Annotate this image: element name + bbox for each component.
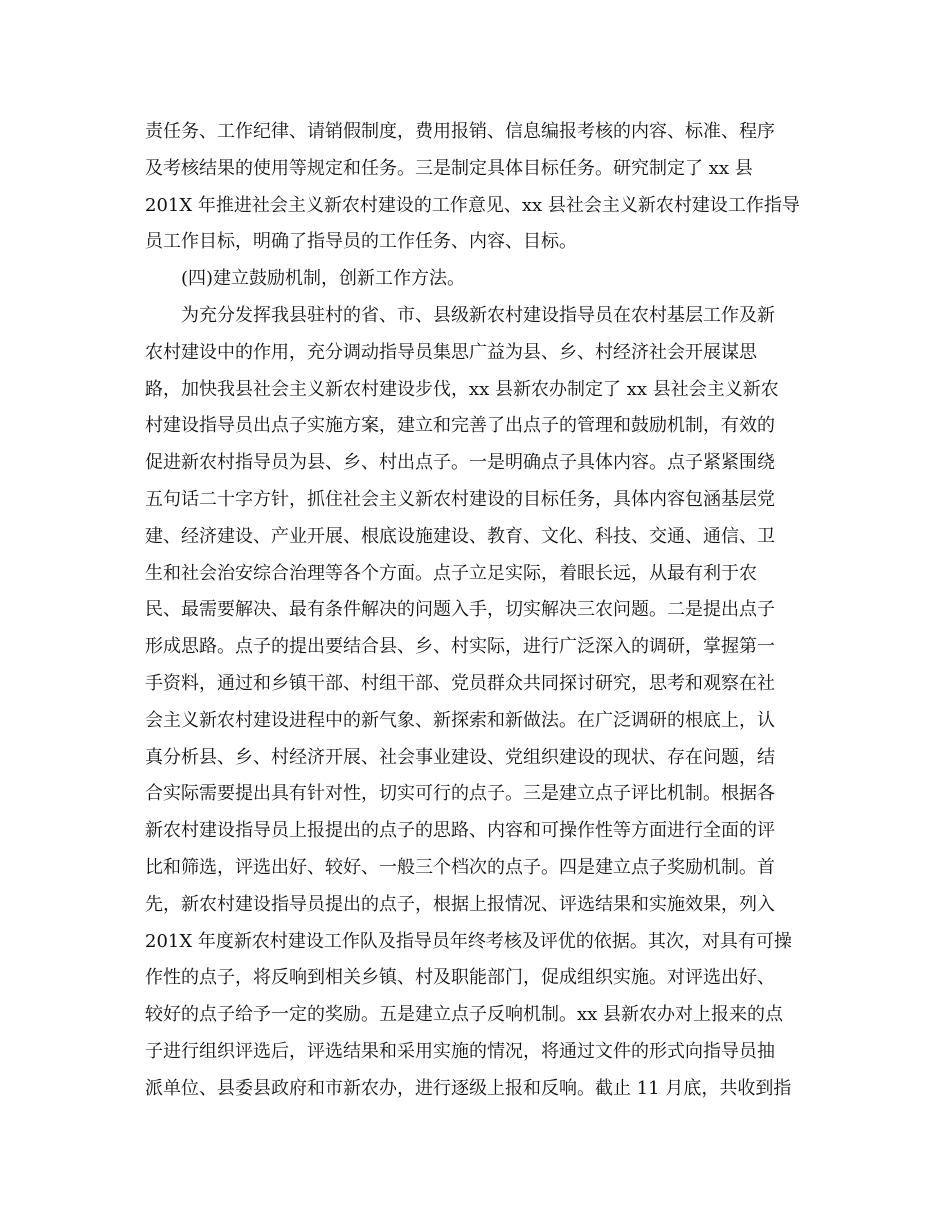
text-line: 促进新农村指导员为县、乡、村出点子。一是明确点子具体内容。点子紧紧围绕 [145, 452, 775, 474]
text-line: 形成思路。点子的提出要结合县、乡、村实际，进行广泛深入的调研，掌握第一 [145, 636, 775, 658]
text-line: 农村建设中的作用，充分调动指导员集思广益为县、乡、村经济社会开展谋思 [145, 341, 757, 363]
text-line: 会主义新农村建设进程中的新气象、新探索和新做法。在广泛调研的根底上，认 [145, 709, 775, 731]
text-line: 合实际需要提出具有针对性，切实可行的点子。三是建立点子评比机制。根据各 [145, 783, 775, 805]
text-line: 新农村建设指导员上报提出的点子的思路、内容和可操作性等方面进行全面的评 [145, 820, 775, 842]
text-line: 作性的点子，将反响到相关乡镇、村及职能部门，促成组织实施。对评选出好、 [145, 967, 775, 989]
text-line: 子进行组织评选后，评选结果和采用实施的情况，将通过文件的形式向指导员抽 [145, 1040, 775, 1062]
text-line: 五句话二十字方针，抓住社会主义新农村建设的目标任务，具体内容包涵基层党 [145, 488, 775, 510]
text-line: 真分析县、乡、村经济开展、社会事业建设、党组织建设的现状、存在问题，结 [145, 746, 775, 768]
text-line: 责任务、工作纪律、请销假制度，费用报销、信息编报考核的内容、标准、程序 [145, 121, 775, 142]
text-line: 村建设指导员出点子实施方案，建立和完善了出点子的管理和鼓励机制，有效的 [145, 415, 775, 437]
text-line: 为充分发挥我县驻村的省、市、县级新农村建设指导员在农村基层工作及新 [181, 304, 775, 326]
text-line: 派单位、县委县政府和市新农办，进行逐级上报和反响。截止 11 月底，共收到指 [145, 1077, 792, 1099]
text-line: 先，新农村建设指导员提出的点子，根据上报情况、评选结果和实施效果，列入 [145, 893, 775, 915]
section-heading: (四)建立鼓励机制，创新工作方法。 [181, 268, 466, 290]
text-line: 201X 年推进社会主义新农村建设的工作意见、xx 县社会主义新农村建设工作指导 [145, 194, 800, 216]
text-line: 生和社会治安综合治理等各个方面。点子立足实际，着眼长远，从最有利于农 [145, 562, 757, 584]
text-line: 较好的点子给予一定的奖励。五是建立点子反响机制。xx 县新农办对上报来的点 [145, 1004, 784, 1026]
text-line: 路，加快我县社会主义新农村建设步伐，xx 县新农办制定了 xx 县社会主义新农 [145, 378, 779, 400]
text-line: 手资料，通过和乡镇干部、村组干部、党员群众共同探讨研究，思考和观察在社 [145, 672, 775, 694]
text-line: 民、最需要解决、最有条件解决的问题入手，切实解决三农问题。二是提出点子 [145, 599, 775, 621]
body-text [145, 114, 810, 1108]
text-line: 比和筛选，评选出好、较好、一般三个档次的点子。四是建立点子奖励机制。首 [145, 856, 775, 878]
text-line: 201X 年度新农村建设工作队及指导员年终考核及评优的依据。其次，对具有可操 [145, 930, 792, 952]
text-line: 员工作目标，明确了指导员的工作任务、内容、目标。 [145, 231, 577, 253]
text-line: 建、经济建设、产业开展、根底设施建设、教育、文化、科技、交通、通信、卫 [145, 525, 775, 547]
text-line: 及考核结果的使用等规定和任务。三是制定具体目标任务。研究制定了 xx 县 [145, 157, 753, 179]
